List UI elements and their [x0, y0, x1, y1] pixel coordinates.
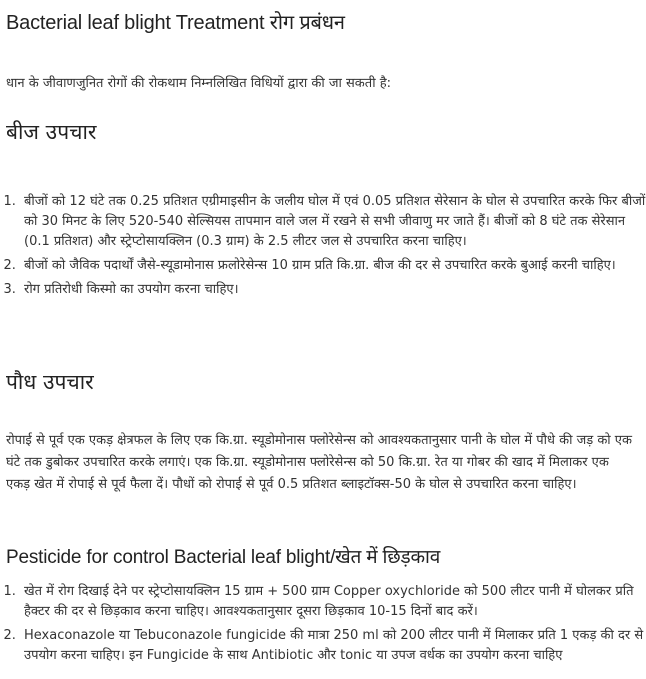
- pesticide-heading: Pesticide for control Bacterial leaf blight/खेत में छिड़काव: [6, 547, 441, 568]
- seed-treatment-list: [6, 192, 646, 304]
- list-item: 2. बीजों को जैविक पदार्थों जैसे-स्यूडामोनास फ्रलोरेसेन्स 10 ग्राम प्रति कि.ग्रा. बीज की दर से उपचारित करके बुआई करनी चाहिए।: [20, 256, 646, 276]
- page-title: Bacterial leaf blight Treatment रोग प्रबंधन: [6, 12, 345, 34]
- pesticide-list: [6, 582, 646, 670]
- list-item: 3. रोग प्रतिरोधी किस्मो का उपयोग करना चाहिए।: [20, 280, 646, 300]
- list-item: 1. खेत में रोग दिखाई देने पर स्ट्रेप्टोसायक्लिन 15 ग्राम + 500 ग्राम Copper oxychloride को 500 लीटर पानी में घोलकर प्रति हैक्टर की दर से छिड़काव करना चाहिए। आवश्यकतानुसार दूसरा छिड़काव 10-15 दिनों बाद करें।: [20, 582, 646, 622]
- intro-text: धान के जीवाणजुनित रोगों की रोकथाम निम्नलिखित विधियों द्वारा की जा सकती है:: [6, 76, 391, 91]
- plant-treatment-heading: पौध उपचार: [6, 370, 94, 394]
- plant-treatment-paragraph: रोपाई से पूर्व एक एकड़ क्षेत्रफल के लिए एक कि.ग्रा. स्यूडोमोनास फ्लोरेसेन्स को आवश्यकतानुसार पानी के घोल में पौधे की जड़ को एक घंटे तक डुबोकर उपचारित करके लगाएं। एक कि.ग्रा. स्यूडोमोनास फ्लोरेसेन्स को 50 कि.ग्रा. रेत या गोबर की खाद में मिलाकर एक एकड़ खेत में रोपाई से पूर्व फैला दें। पौधों को रोपाई से पूर्व 0.5 प्रतिशत ब्लाइटॉक्स-50 के घोल से उपचारित करना चाहिए।: [6, 433, 632, 492]
- list-item: 2. Hexaconazole या Tebuconazole fungicide की मात्रा 250 ml को 200 लीटर पानी में मिलाकर प्रति 1 एकड़ की दर से उपयोग करना चाहिए। इन Fungicide के साथ Antibiotic और tonic या उपज वर्धक का उपयोग करना चाहिए: [20, 626, 646, 666]
- list-item: 1. बीजों को 12 घंटे तक 0.25 प्रतिशत एग्रीमाइसीन के जलीय घोल में एवं 0.05 प्रतिशत सेरेसान के घोल से उपचारित करके फिर बीजों को 30 मिनट के लिए 520-540 सेल्सियस तापमान वाले जल में रखने से सभी जीवाणु मर जाते हैं। बीजों को 8 घंटे तक सेरेसान (0.1 प्रतिशत) और स्ट्रेप्टोसायक्लिन (0.3 ग्राम) के 2.5 लीटर जल से उपचारित करना चाहिए।: [20, 192, 646, 252]
- seed-treatment-heading: बीज उपचार: [6, 120, 97, 144]
